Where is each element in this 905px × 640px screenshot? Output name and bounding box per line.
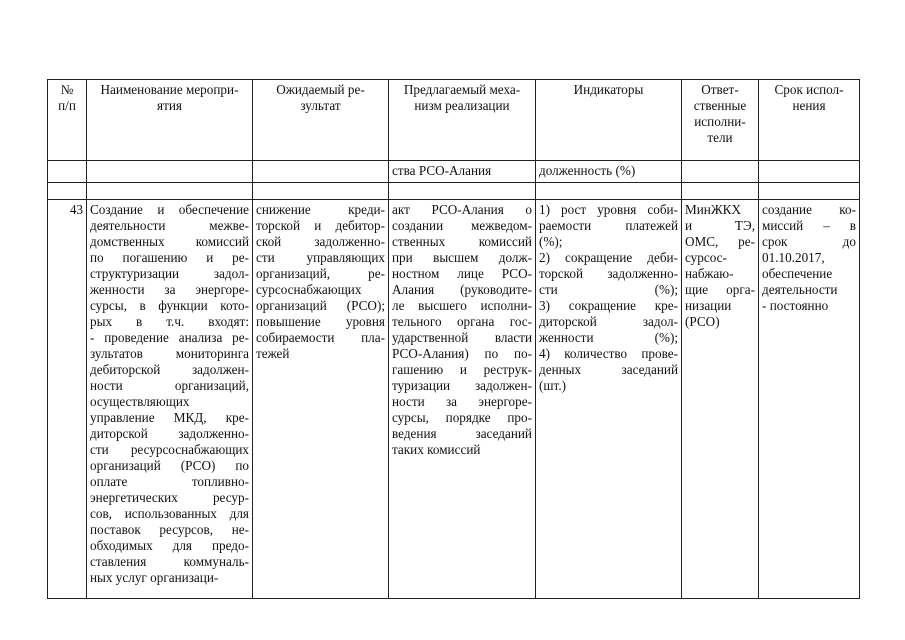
- text-line: туризации задолжен-: [392, 378, 532, 393]
- text-line: сов, использованных для: [90, 506, 249, 521]
- text-line: собираемости пла-: [256, 330, 385, 345]
- text-line: нения: [792, 98, 826, 113]
- table-row: [48, 200, 860, 599]
- text-line: торской задолженно-: [539, 266, 678, 281]
- text-line: сти ресурсоснабжающих: [90, 442, 249, 457]
- text-line: набжаю-: [685, 266, 734, 281]
- cont-mechanism: ства РСО-Алания: [389, 161, 536, 183]
- cont-name: [87, 161, 253, 183]
- text-line: осуществляющих: [90, 394, 190, 409]
- text-line: тежей: [256, 346, 290, 361]
- text-line: оплате топливно-: [90, 474, 249, 489]
- text-line: обеспечение: [762, 266, 833, 281]
- text-line: Алания (руководите-: [392, 282, 532, 297]
- header-deadline: [759, 80, 860, 161]
- text-line: диторской задол-: [539, 314, 678, 329]
- text-line: женности за энергоре-: [90, 282, 249, 297]
- text-line: создание ко-: [762, 202, 856, 217]
- text-line: ности организаций,: [90, 378, 249, 393]
- text-line: рых в т.ч. входят:: [90, 314, 249, 329]
- text-line: сурсос-: [685, 250, 727, 265]
- cont-deadline: [759, 161, 860, 183]
- text-line: сти управляющих: [256, 250, 385, 265]
- header-num: [48, 80, 87, 161]
- row-responsible: [682, 200, 759, 599]
- text-line: зультатов мониторинга: [90, 346, 249, 361]
- text-line: 4) количество прове-: [539, 346, 678, 361]
- text-line: организаций, ре-: [256, 266, 385, 281]
- header-name: [87, 80, 253, 161]
- header-responsible: [682, 80, 759, 161]
- header-result: [253, 80, 389, 161]
- separator-row: [48, 183, 860, 200]
- text-line: гашению и реструк-: [392, 362, 532, 377]
- text-line: 1) рост уровня соби-: [539, 202, 678, 217]
- text-line: ОМС, ре-: [685, 234, 755, 249]
- text-line: Срок испол-: [774, 82, 844, 97]
- header-row: [48, 80, 860, 161]
- text-line: обходимых для предо-: [90, 538, 249, 553]
- text-line: снижение креди-: [256, 202, 385, 217]
- text-line: ле высшего исполни-: [392, 298, 532, 313]
- text-line: ятия: [157, 98, 182, 113]
- text-line: структуризации задол-: [90, 266, 249, 281]
- text-line: низации: [685, 298, 732, 313]
- text-line: раемости платежей: [539, 218, 678, 233]
- text-line: денных заседаний: [539, 362, 678, 377]
- text-line: таких комиссий: [392, 442, 481, 457]
- text-line: тели: [707, 130, 733, 145]
- text-line: домственных комиссий: [90, 234, 249, 249]
- text-line: энергетических ресур-: [90, 490, 249, 505]
- text-line: 3) сокращение кре-: [539, 298, 678, 313]
- text-line: Ожидаемый ре-: [276, 82, 365, 97]
- text-line: низм реализации: [414, 98, 510, 113]
- text-line: Наименование меропри-: [100, 82, 239, 97]
- text-line: тельного органа гос-: [392, 314, 532, 329]
- text-line: МинЖКХ: [685, 202, 741, 217]
- text-line: - постоянно: [762, 298, 829, 313]
- cont-num: [48, 161, 87, 183]
- row-indicators: [536, 200, 682, 599]
- text-line: торской и дебитор-: [256, 218, 385, 233]
- text-line: - проведение анализа ре-: [90, 330, 249, 345]
- text-line: при высшем долж-: [392, 250, 532, 265]
- text-line: по погашению и ре-: [90, 250, 249, 265]
- text-line: ставления коммуналь-: [90, 554, 249, 569]
- measures-table: [47, 79, 860, 599]
- text-line: №: [60, 82, 74, 97]
- text-line: ведения заседаний: [392, 426, 532, 441]
- text-line: сурсы, в функции кото-: [90, 298, 249, 313]
- text-line: исполни-: [694, 114, 746, 129]
- text-line: женности (%);: [539, 330, 678, 345]
- text-line: деятельности межве-: [90, 218, 249, 233]
- cont-indicators: долженность (%): [536, 161, 682, 183]
- continuation-row: [48, 161, 860, 183]
- text-line: срок до: [762, 234, 856, 249]
- text-line: организаций (РСО) по: [90, 458, 249, 473]
- text-line: Предлагаемый меха-: [403, 82, 521, 97]
- text-line: (РСО): [685, 314, 720, 329]
- text-line: Индикаторы: [573, 82, 644, 97]
- text-line: ности за энергоре-: [392, 394, 532, 409]
- text-line: 2) сокращение деби-: [539, 250, 678, 265]
- text-line: п/п: [58, 98, 76, 113]
- text-line: создании межведом-: [392, 218, 532, 233]
- row-number: 43: [48, 200, 87, 599]
- header-mechanism: [389, 80, 536, 161]
- text-line: акт РСО-Алания о: [392, 202, 532, 217]
- text-line: РСО-Алания) по по-: [392, 346, 532, 361]
- text-line: ской задолженно-: [256, 234, 385, 249]
- cont-result: [253, 161, 389, 183]
- row-deadline: [759, 200, 860, 599]
- text-line: диторской задолженно-: [90, 426, 249, 441]
- text-line: дебиторской задолжен-: [90, 362, 249, 377]
- text-line: сурсы, порядке про-: [392, 410, 532, 425]
- text-line: деятельности: [762, 282, 838, 297]
- cont-responsible: [682, 161, 759, 183]
- text-line: организаций (РСО);: [256, 298, 385, 313]
- text-line: сурсоснабжающих: [256, 282, 362, 297]
- text-line: ственные: [693, 98, 747, 113]
- text-line: 01.10.2017,: [762, 250, 825, 265]
- text-line: Ответ-: [701, 82, 739, 97]
- text-line: миссий – в: [762, 218, 856, 233]
- text-line: повышение уровня: [256, 314, 385, 329]
- row-result: [253, 200, 389, 599]
- text-line: ударственной власти: [392, 330, 532, 345]
- text-line: и ТЭ,: [685, 218, 755, 233]
- text-line: Создание и обеспечение: [90, 202, 249, 217]
- text-line: щие орга-: [685, 282, 755, 297]
- text-line: сти (%);: [539, 282, 678, 297]
- text-line: ностном лице РСО-: [392, 266, 532, 281]
- text-line: поставок ресурсов, не-: [90, 522, 249, 537]
- row-name: [87, 200, 253, 599]
- row-mechanism: [389, 200, 536, 599]
- text-line: (шт.): [539, 378, 567, 393]
- text-line: управление МКД, кре-: [90, 410, 249, 425]
- text-line: (%);: [539, 234, 563, 249]
- header-indicators: [536, 80, 682, 161]
- text-line: ственных комиссий: [392, 234, 532, 249]
- text-line: ных услуг организаци-: [90, 570, 219, 585]
- text-line: зультат: [300, 98, 341, 113]
